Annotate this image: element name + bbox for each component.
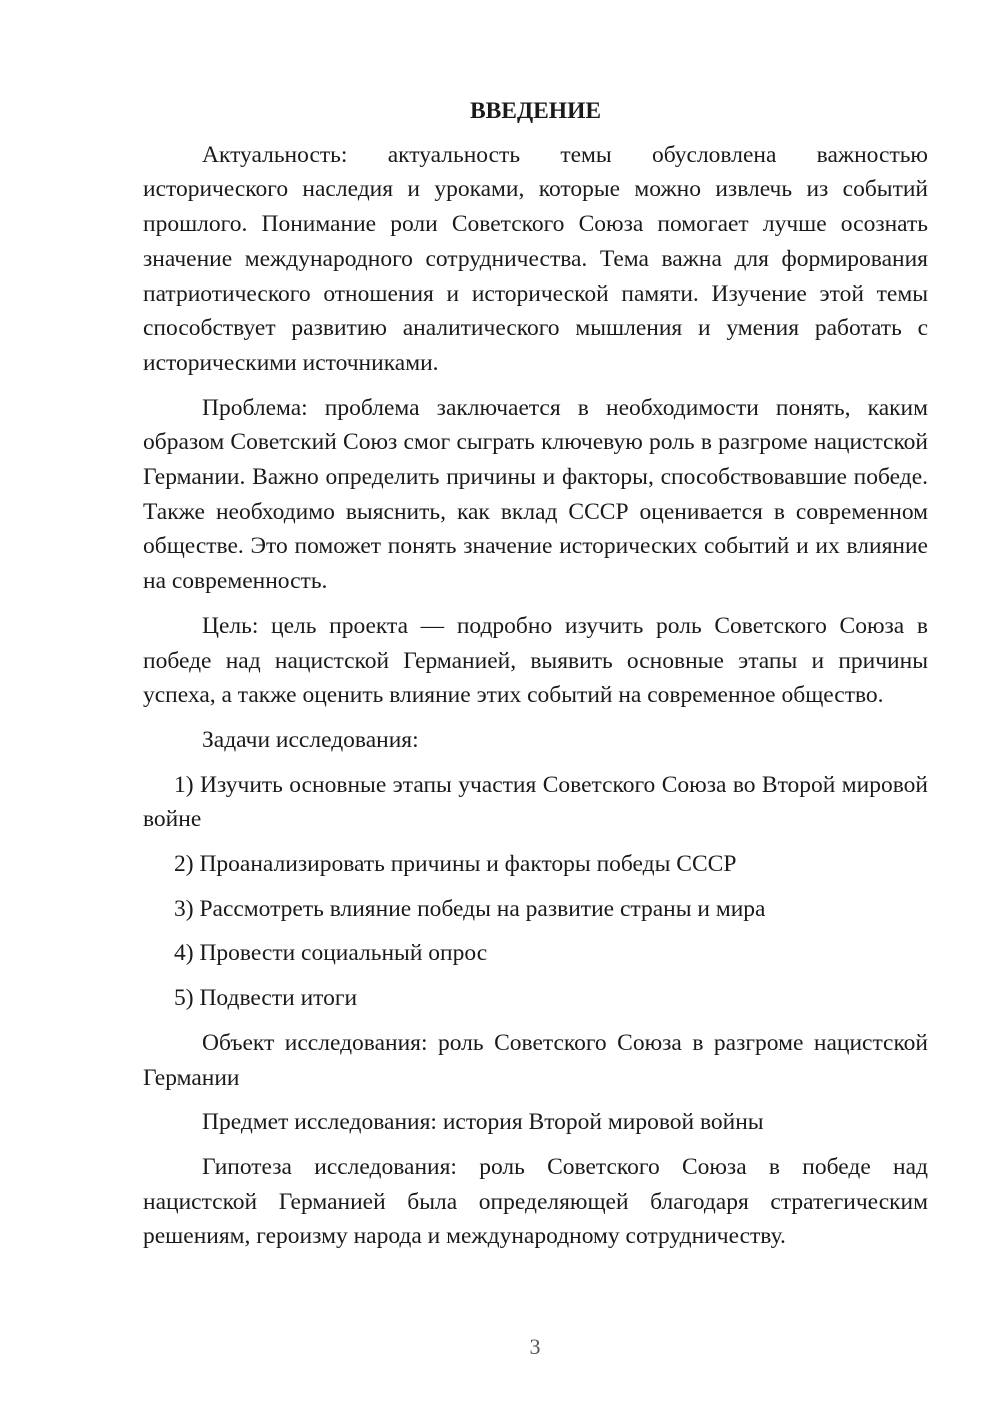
paragraph-goal: Цель: цель проекта — подробно изучить роль Советского Союза в победе над нацистской Германией, выявить основные этапы и причины успеха, а также оценить влияние этих событий на современное общество. bbox=[143, 612, 928, 709]
task-item-5: 5) Подвести итоги bbox=[174, 985, 358, 1012]
task-item-3: 3) Рассмотреть влияние победы на развитие страны и мира bbox=[174, 895, 766, 922]
paragraph-tasks-heading: Задачи исследования: bbox=[202, 726, 419, 753]
task-item-4: 4) Провести социальный опрос bbox=[174, 940, 488, 967]
paragraph-subject: Предмет исследования: история Второй мировой войны bbox=[202, 1109, 764, 1136]
section-title: ВВЕДЕНИЕ bbox=[469, 98, 602, 124]
task-item-2: 2) Проанализировать причины и факторы победы СССР bbox=[174, 851, 737, 878]
paragraph-problem: Проблема: проблема заключается в необходимости понять, каким образом Советский Союз смог сыграть ключевую роль в разгроме нацистской Германии. Важно определить причины и факторы, способствовавшие победе. Также необходимо выяснить, как вклад СССР оценивается в современном обществе. Это поможет понять значение исторических событий и их влияние на современность. bbox=[143, 394, 928, 595]
paragraph-relevance: Актуальность: актуальность темы обусловлена важностью исторического наследия и уроками, которые можно извлечь из событий прошлого. Понимание роли Советского Союза помогает лучше осознать значение международного сотрудничества. Тема важна для формирования патриотического отношения и исторической памяти. Изучение этой темы способствует развитию аналитического мышления и умения работать с историческими источниками. bbox=[143, 141, 928, 376]
page-content bbox=[143, 94, 928, 1264]
task-item-1: 1) Изучить основные этапы участия Советского Союза во Второй мировой войне bbox=[143, 771, 928, 833]
page-number: 3 bbox=[529, 1334, 541, 1359]
paragraph-object: Объект исследования: роль Советского Союза в разгроме нацистской Германии bbox=[143, 1029, 928, 1091]
paragraph-hypothesis: Гипотеза исследования: роль Советского Союза в победе над нацистской Германией была определяющей благодаря стратегическим решениям, героизму народа и международному сотрудничеству. bbox=[143, 1153, 928, 1250]
